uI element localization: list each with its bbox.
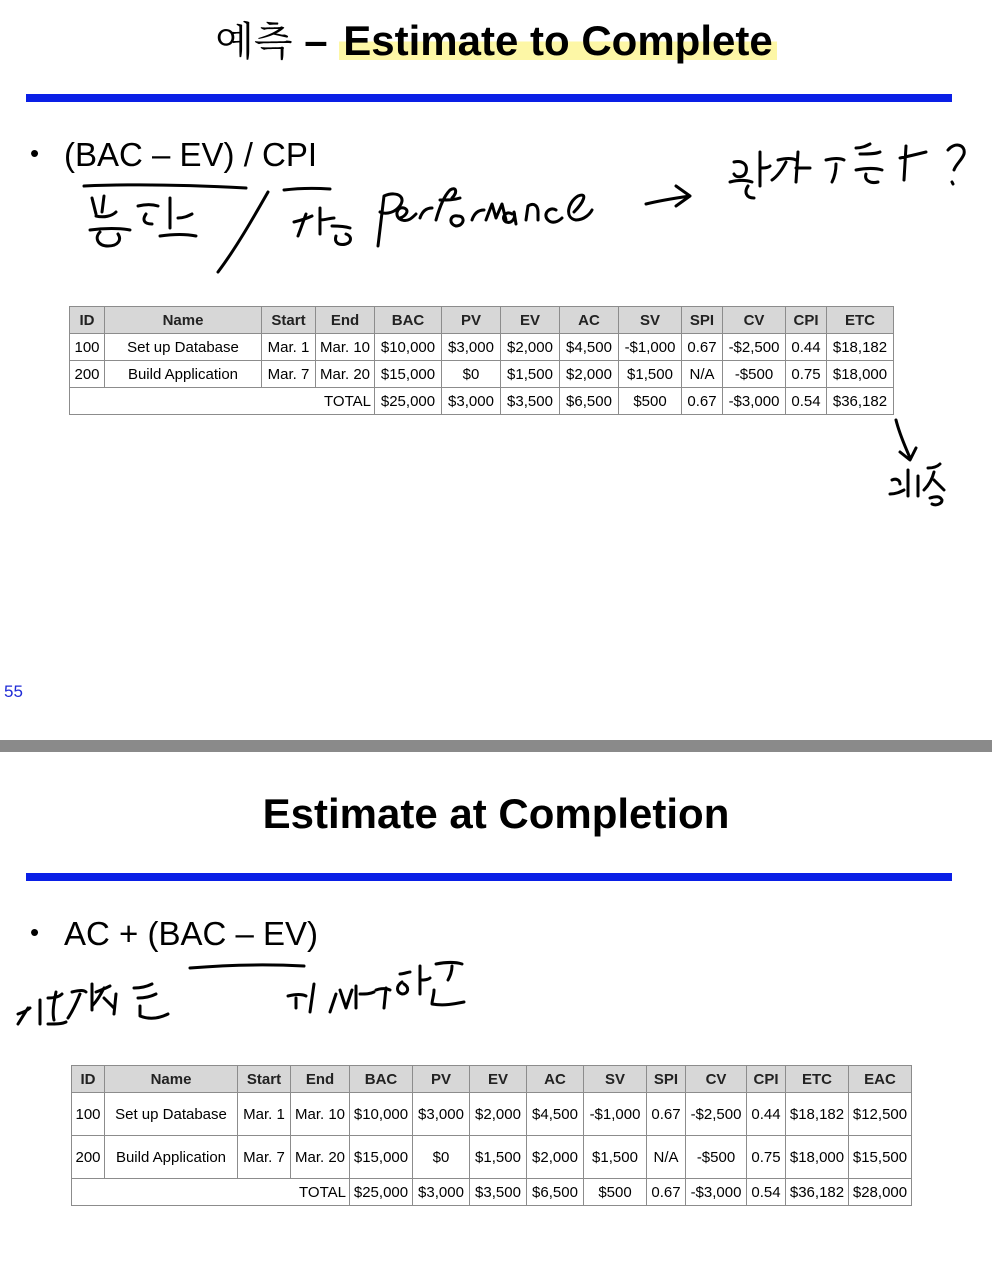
cell-total-spi: 0.67 [647, 1179, 686, 1206]
table-header-row [70, 307, 894, 334]
ink-arrow-down [896, 420, 916, 460]
cell-ev: $1,500 [470, 1136, 527, 1179]
cell-ac: $4,500 [527, 1093, 584, 1136]
column-header: ETC [827, 307, 894, 334]
cell-end: Mar. 20 [316, 361, 375, 388]
cell-total-spi: 0.67 [682, 388, 723, 415]
cell-total-cv: -$3,000 [723, 388, 786, 415]
column-header: End [316, 307, 375, 334]
cell-ev: $1,500 [501, 361, 560, 388]
column-header: ID [72, 1066, 105, 1093]
cell-spi: 0.67 [647, 1093, 686, 1136]
cell-sv: -$1,000 [584, 1093, 647, 1136]
cell-bac: $15,000 [375, 361, 442, 388]
column-header: SV [584, 1066, 647, 1093]
cell-pv: $3,000 [413, 1093, 470, 1136]
table-row [72, 1093, 912, 1136]
cell-total-ac: $6,500 [560, 388, 619, 415]
cell-start: Mar. 1 [262, 334, 316, 361]
cell-name: Set up Database [105, 334, 262, 361]
ink-performance-word [378, 189, 592, 246]
column-header: CPI [786, 307, 827, 334]
cell-total-label: TOTAL [72, 1179, 350, 1206]
cell-pv: $3,000 [442, 334, 501, 361]
cell-end: Mar. 10 [291, 1093, 350, 1136]
column-header: ETC [786, 1066, 849, 1093]
column-header: SPI [682, 307, 723, 334]
slide-divider [0, 740, 992, 752]
ink-slash [218, 192, 268, 272]
cell-total-etc: $36,182 [827, 388, 894, 415]
ink-arrow-right [646, 186, 690, 206]
column-header: ID [70, 307, 105, 334]
column-header: CPI [747, 1066, 786, 1093]
column-header: CV [723, 307, 786, 334]
cell-spi: N/A [647, 1136, 686, 1179]
table-header-row [72, 1066, 912, 1093]
cell-start: Mar. 7 [238, 1136, 291, 1179]
slide-estimate-at-completion [0, 752, 992, 1264]
cell-total-cpi: 0.54 [786, 388, 827, 415]
cell-total-pv: $3,000 [442, 388, 501, 415]
cell-sv: $1,500 [619, 361, 682, 388]
cell-total-ev: $3,500 [470, 1179, 527, 1206]
cell-id: 100 [72, 1093, 105, 1136]
table-total-row [72, 1179, 912, 1206]
ink-korean-scribble-right [730, 144, 964, 198]
column-header: AC [560, 307, 619, 334]
cell-id: 200 [70, 361, 105, 388]
cell-etc: $18,000 [786, 1136, 849, 1179]
earned-value-table [71, 1065, 912, 1206]
cell-total-cpi: 0.54 [747, 1179, 786, 1206]
cell-start: Mar. 7 [262, 361, 316, 388]
column-header: EAC [849, 1066, 912, 1093]
cell-cv: -$2,500 [686, 1093, 747, 1136]
column-header: BAC [350, 1066, 413, 1093]
title-dash: – [304, 17, 328, 64]
ink-korean-scribble-right [288, 963, 464, 1013]
column-header: EV [501, 307, 560, 334]
cell-ac: $2,000 [560, 361, 619, 388]
cell-ac: $2,000 [527, 1136, 584, 1179]
ink-korean-scribble-small [890, 464, 944, 505]
table-row [72, 1136, 912, 1179]
cell-bac: $15,000 [350, 1136, 413, 1179]
cell-sv: -$1,000 [619, 334, 682, 361]
cell-ev: $2,000 [470, 1093, 527, 1136]
cell-pv: $0 [442, 361, 501, 388]
cell-cv: -$500 [686, 1136, 747, 1179]
cell-total-bac: $25,000 [350, 1179, 413, 1206]
table-row [70, 361, 894, 388]
title-prefix: 예측 [215, 19, 293, 65]
cell-pv: $0 [413, 1136, 470, 1179]
column-header: PV [413, 1066, 470, 1093]
cell-total-ac: $6,500 [527, 1179, 584, 1206]
cell-spi: 0.67 [682, 334, 723, 361]
cell-name: Build Application [105, 361, 262, 388]
cell-sv: $1,500 [584, 1136, 647, 1179]
cell-name: Build Application [105, 1136, 238, 1179]
cell-bac: $10,000 [350, 1093, 413, 1136]
table-total-row [70, 388, 894, 415]
cell-end: Mar. 20 [291, 1136, 350, 1179]
cell-total-bac: $25,000 [375, 388, 442, 415]
ink-overline-bac-ev [190, 965, 304, 968]
earned-value-table [69, 306, 894, 415]
column-header: CV [686, 1066, 747, 1093]
ink-overline-cpi [284, 188, 330, 190]
column-header: SV [619, 307, 682, 334]
cell-cpi: 0.75 [786, 361, 827, 388]
cell-start: Mar. 1 [238, 1093, 291, 1136]
cell-total-sv: $500 [584, 1179, 647, 1206]
column-header: Name [105, 1066, 238, 1093]
cell-total-label: TOTAL [70, 388, 375, 415]
cell-total-etc: $36,182 [786, 1179, 849, 1206]
cell-id: 100 [70, 334, 105, 361]
cell-ac: $4,500 [560, 334, 619, 361]
column-header: Start [238, 1066, 291, 1093]
cell-total-ev: $3,500 [501, 388, 560, 415]
column-header: Start [262, 307, 316, 334]
cell-cv: -$2,500 [723, 334, 786, 361]
cell-spi: N/A [682, 361, 723, 388]
cell-total-cv: -$3,000 [686, 1179, 747, 1206]
title-main: Estimate to Complete [339, 17, 776, 64]
page-number: 55 [4, 682, 23, 701]
column-header: PV [442, 307, 501, 334]
cell-cpi: 0.75 [747, 1136, 786, 1179]
cell-etc: $18,182 [786, 1093, 849, 1136]
slide-title: Estimate at Completion [262, 790, 730, 837]
cell-end: Mar. 10 [316, 334, 375, 361]
cell-etc: $18,182 [827, 334, 894, 361]
bullet-dot: • [30, 917, 40, 947]
cell-ev: $2,000 [501, 334, 560, 361]
column-header: AC [527, 1066, 584, 1093]
column-header: BAC [375, 307, 442, 334]
ink-korean-scribble-left [90, 196, 196, 246]
cell-name: Set up Database [105, 1093, 238, 1136]
cell-bac: $10,000 [375, 334, 442, 361]
cell-total-pv: $3,000 [413, 1179, 470, 1206]
ink-korean-scribble-mid [294, 208, 351, 245]
cell-cpi: 0.44 [786, 334, 827, 361]
column-header: End [291, 1066, 350, 1093]
bullet-dot: • [30, 138, 40, 168]
table-row [70, 334, 894, 361]
ink-korean-scribble-left [18, 984, 168, 1024]
formula-text: (BAC – EV) / CPI [64, 136, 318, 173]
column-header: EV [470, 1066, 527, 1093]
cell-cpi: 0.44 [747, 1093, 786, 1136]
cell-cv: -$500 [723, 361, 786, 388]
column-header: Name [105, 307, 262, 334]
cell-etc: $18,000 [827, 361, 894, 388]
ink-overline-bac-ev [84, 185, 246, 188]
formula-text: AC + (BAC – EV) [64, 915, 318, 952]
cell-total-eac: $28,000 [849, 1179, 912, 1206]
cell-eac: $15,500 [849, 1136, 912, 1179]
column-header: SPI [647, 1066, 686, 1093]
cell-eac: $12,500 [849, 1093, 912, 1136]
cell-total-sv: $500 [619, 388, 682, 415]
cell-id: 200 [72, 1136, 105, 1179]
